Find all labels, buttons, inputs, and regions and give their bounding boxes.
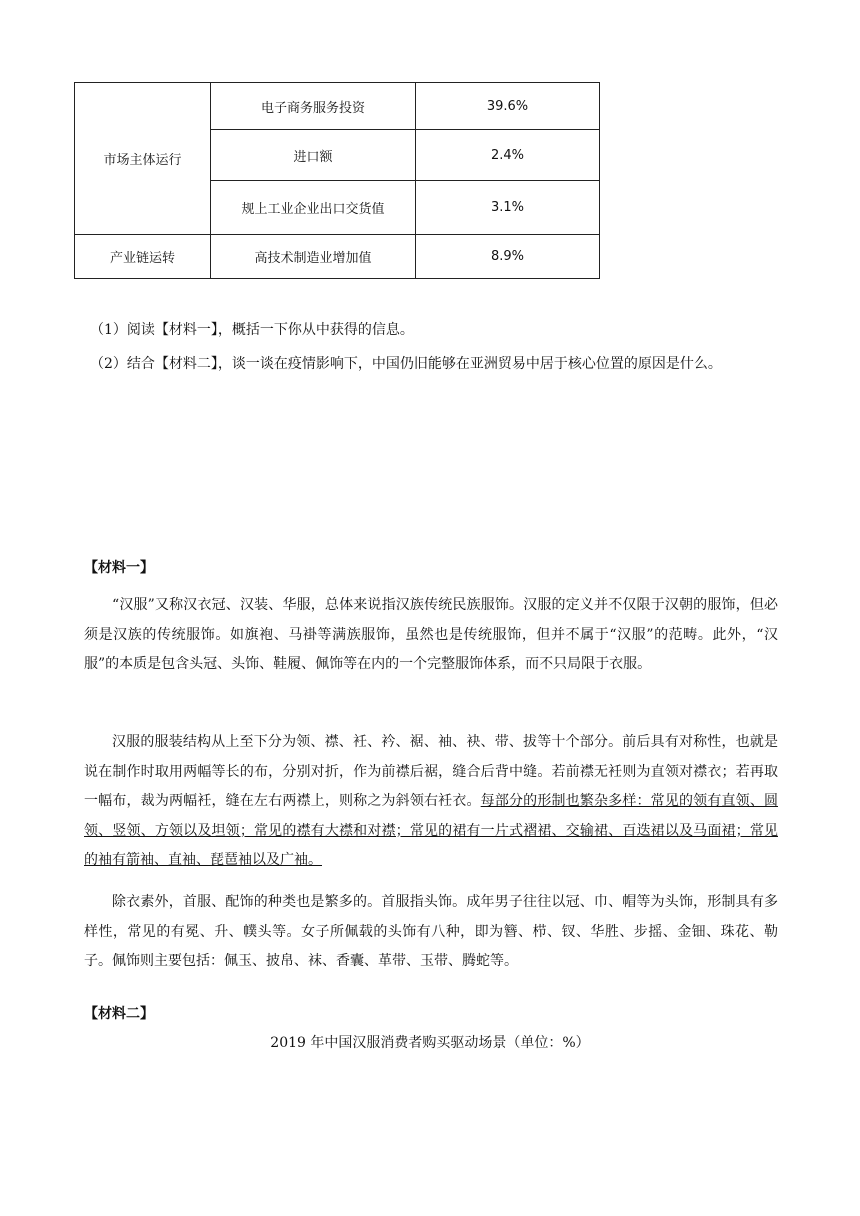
material-1-heading: 【材料一】 bbox=[84, 560, 154, 576]
paragraph-2-text: 汉服的服装结构从上至下分为领、襟、衽、衿、裾、袖、袂、带、拔等十个部分。前后具有对称性，也就是说在制作时取用两幅等长的布，分别对折，作为前襟后裾，缝合后背中缝。若前襟无衽则为直领对襟衣；若再取一幅布，裁为两幅衽，缝在左右两襟上，则称之为斜领右衽衣。 bbox=[84, 734, 778, 809]
table-indicator-cell: 电子商务服务投资 bbox=[211, 83, 416, 130]
material-1-paragraph-3: 除衣素外，首服、配饰的种类也是繁多的。首服指头饰。成年男子往往以冠、巾、帽等为头饰，形制具有多样性，常见的有冕、升、幞头等。女子所佩载的头饰有八种，即为簪、栉、钗、华胜、步摇、金钿、珠花、勒子。佩饰则主要包括：佩玉、披帛、袜、香囊、革带、玉带、腾蛇等。 bbox=[84, 894, 778, 969]
question-1: （1）阅读【材料一】，概括一下你从中获得的信息。 bbox=[90, 322, 414, 338]
table-row bbox=[75, 83, 600, 130]
material-1-paragraph-2 bbox=[84, 728, 778, 876]
table-indicator-cell: 规上工业企业出口交货值 bbox=[211, 181, 416, 235]
table-indicator-cell: 进口额 bbox=[211, 130, 416, 181]
chart-caption: 2019 年中国汉服消费者购买驱动场景（单位：%） bbox=[270, 1035, 590, 1051]
table-value-cell: 3.1% bbox=[416, 181, 600, 235]
table-category-cell: 市场主体运行 bbox=[75, 83, 211, 235]
statistics-table bbox=[74, 82, 600, 279]
table-value-cell: 2.4% bbox=[416, 130, 600, 181]
material-2-heading: 【材料二】 bbox=[84, 1006, 154, 1022]
paragraph-2-underlined-text: 每部分的形制也繁杂多样：常见的领有直领、圆领、竖领、方领以及坦领；常见的襟有大襟和对襟；常见的裙有一片式褶裙、交输裙、百迭裙以及马面裙；常见的袖有箭袖、直袖、琵琶袖以及广袖。 bbox=[84, 793, 779, 868]
question-2: （2）结合【材料二】，谈一谈在疫情影响下，中国仍旧能够在亚洲贸易中居于核心位置的原因是什么。 bbox=[90, 356, 722, 372]
material-1-paragraph-1: “汉服”又称汉衣冠、汉装、华服，总体来说指汉族传统民族服饰。汉服的定义并不仅限于汉朝的服饰，但必须是汉族的传统服饰。如旗袍、马褂等满族服饰，虽然也是传统服饰，但并不属于“汉服”的范畴。此外，“汉服”的本质是包含头冠、头饰、鞋履、佩饰等在内的一个完整服饰体系，而不只局限于衣服。 bbox=[84, 597, 778, 672]
table-value-cell: 8.9% bbox=[416, 235, 600, 279]
table-indicator-cell: 高技术制造业增加值 bbox=[211, 235, 416, 279]
table-value-cell: 39.6% bbox=[416, 83, 600, 130]
table-category-cell: 产业链运转 bbox=[75, 235, 211, 279]
table-row bbox=[75, 235, 600, 279]
